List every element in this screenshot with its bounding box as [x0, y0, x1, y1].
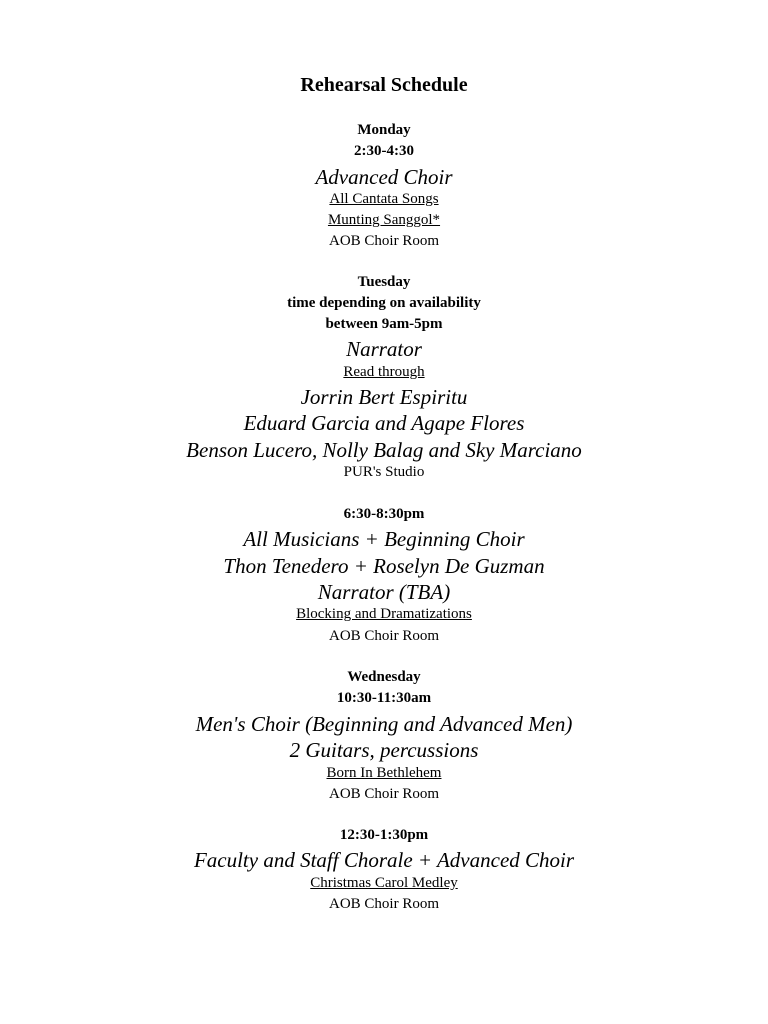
day-heading-tuesday: Tuesday [357, 274, 411, 290]
activity: Blocking and Dramatizations [296, 606, 472, 622]
group-name: Men's Choir (Beginning and Advanced Men) [195, 712, 573, 736]
time-note: between 9am-5pm [325, 316, 443, 332]
group-name: Faculty and Staff Chorale + Advanced Choir [193, 848, 575, 872]
group-name: Narrator [346, 337, 422, 361]
session-time: 6:30-8:30pm [343, 506, 425, 522]
venue: PUR's Studio [343, 464, 425, 480]
group-name: All Musicians + Beginning Choir [243, 527, 525, 551]
day-heading-monday: Monday [357, 122, 411, 138]
session-time: 10:30-11:30am [336, 690, 432, 706]
day-heading-wednesday: Wednesday [347, 669, 421, 685]
group-name: Advanced Choir [315, 165, 453, 189]
venue: AOB Choir Room [328, 233, 439, 249]
document-title: Rehearsal Schedule [300, 74, 468, 96]
piece-title: Born In Bethlehem [326, 765, 442, 781]
group-name: Thon Tenedero + Roselyn De Guzman [223, 554, 545, 578]
venue: AOB Choir Room [328, 896, 439, 912]
session-time: 12:30-1:30pm [339, 827, 429, 843]
piece-title: Christmas Carol Medley [310, 875, 458, 891]
venue: AOB Choir Room [328, 628, 439, 644]
participant-names: Jorrin Bert Espiritu [300, 385, 468, 409]
participant-names: Benson Lucero, Nolly Balag and Sky Marciano [186, 438, 582, 462]
session-time: 2:30-4:30 [354, 143, 414, 159]
time-note: time depending on availability [287, 295, 481, 311]
group-name: 2 Guitars, percussions [289, 738, 479, 762]
participant-names: Eduard Garcia and Agape Flores [243, 411, 525, 435]
activity: Read through [343, 364, 425, 380]
venue: AOB Choir Room [328, 786, 439, 802]
piece-title: All Cantata Songs [329, 191, 439, 207]
piece-title: Munting Sanggol* [327, 212, 441, 228]
group-name: Narrator (TBA) [317, 580, 451, 604]
